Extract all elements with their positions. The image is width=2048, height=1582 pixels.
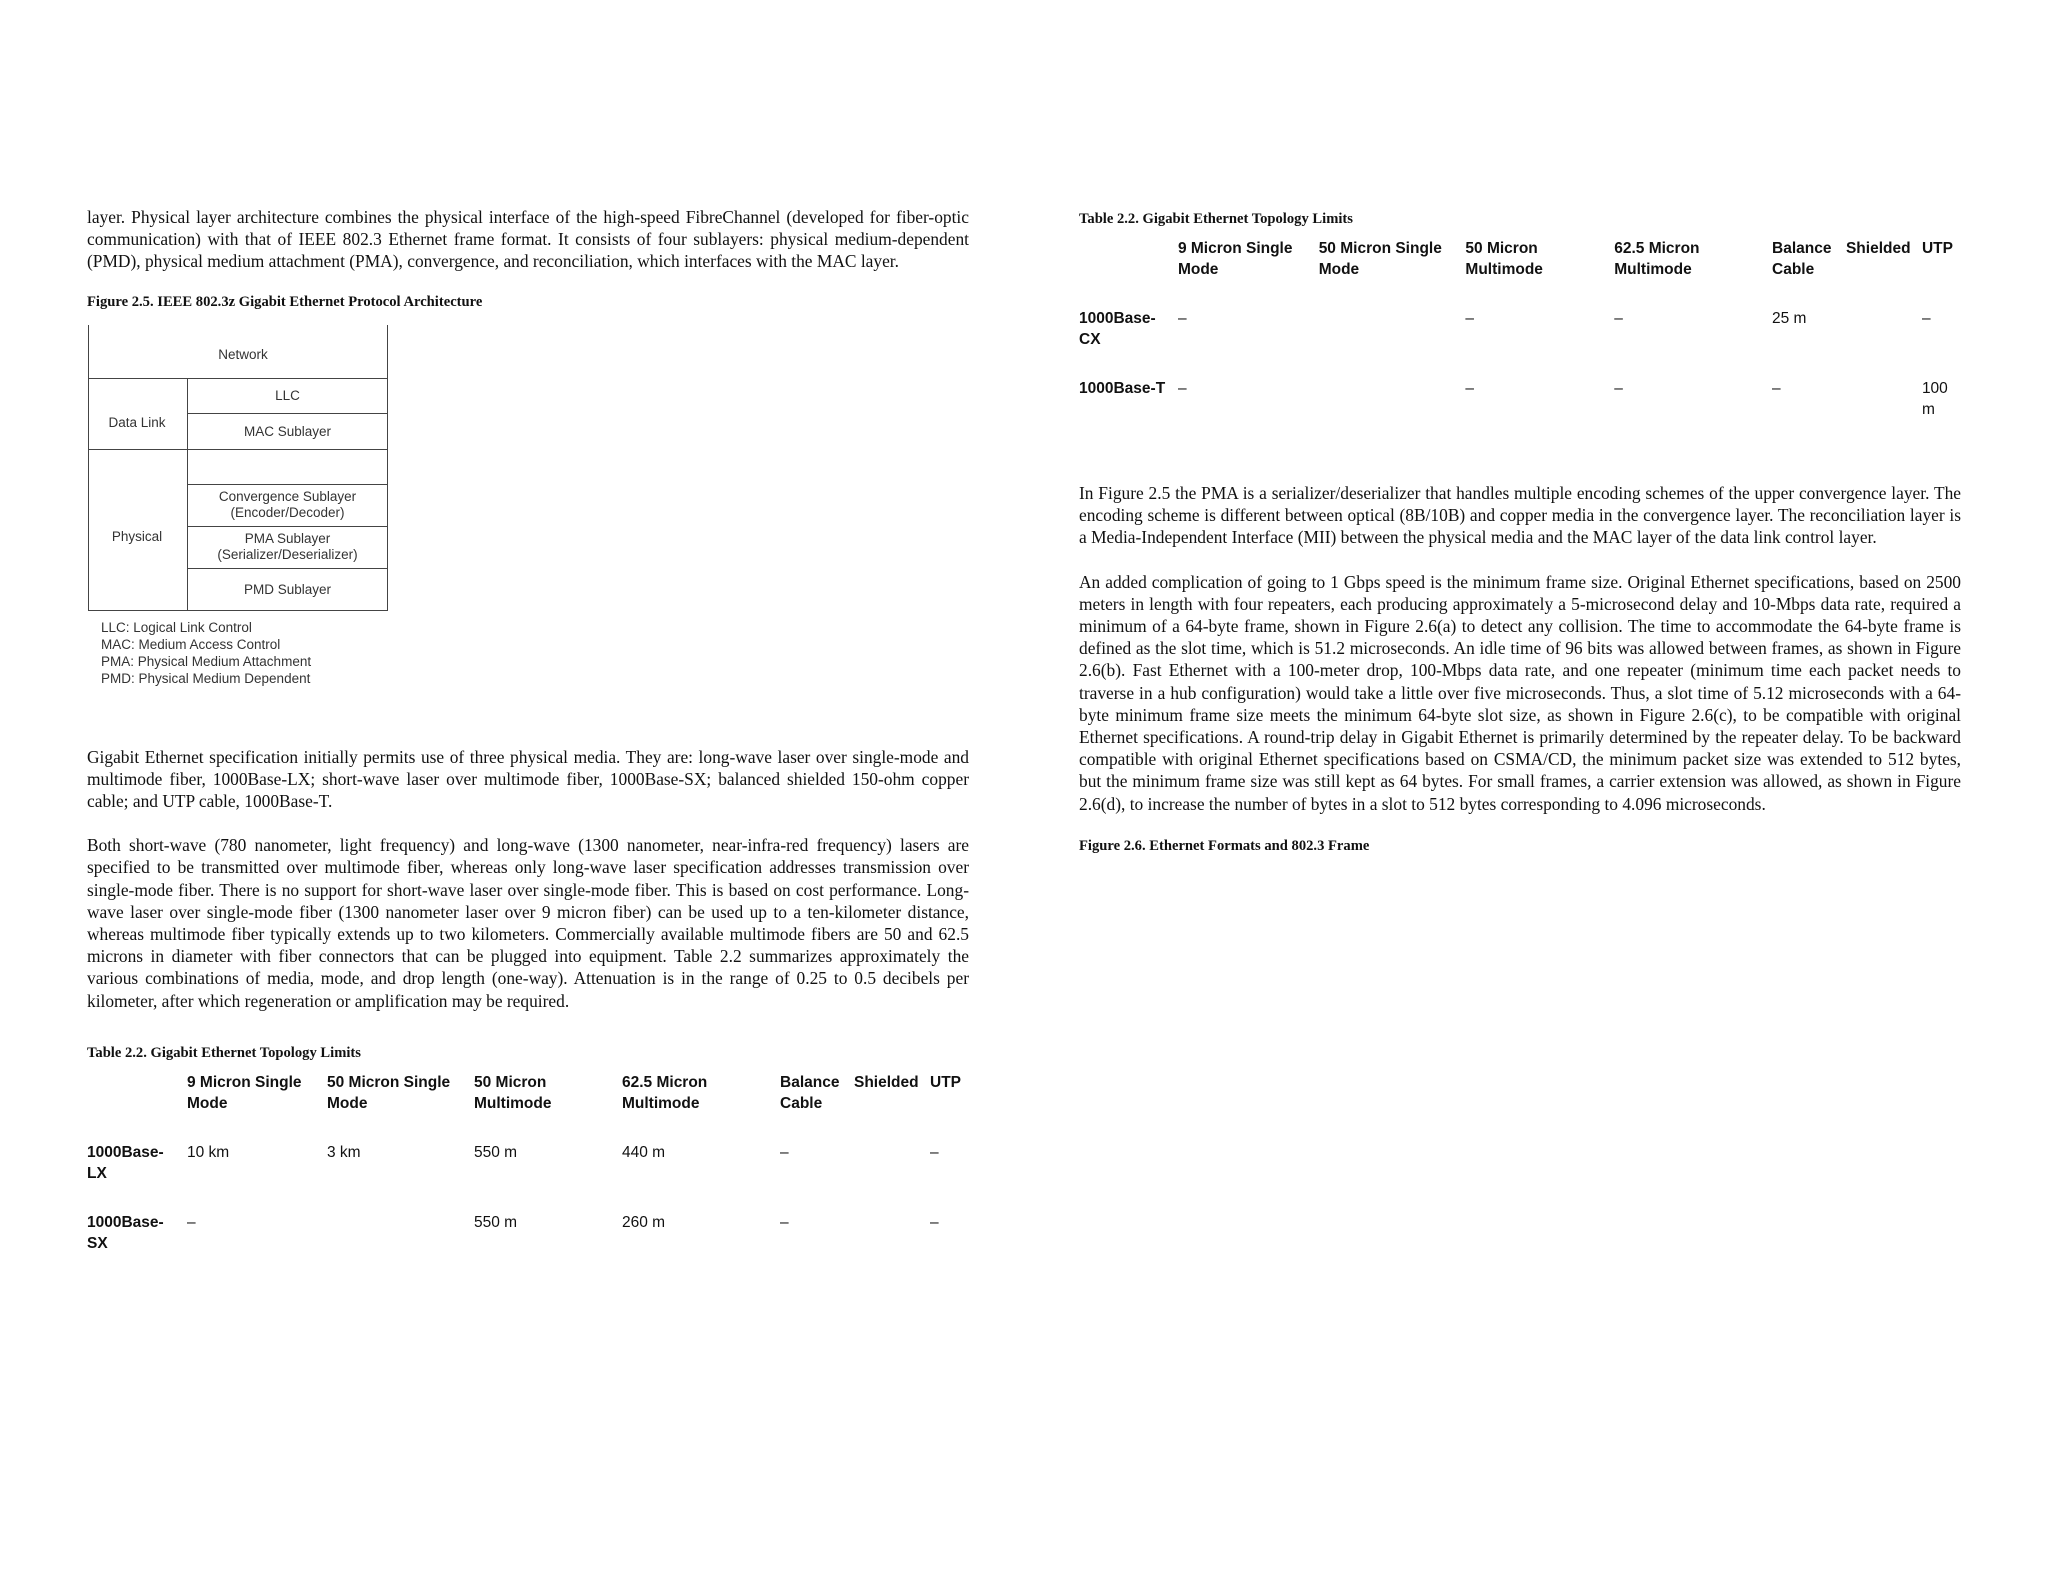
table-header-cell: 50 Micron Single Mode xyxy=(327,1073,451,1112)
topology-limits-table xyxy=(87,1072,967,1254)
table-cell xyxy=(327,1212,474,1254)
table-cell: 100 m xyxy=(1921,380,1948,418)
legend-item: PMA: Physical Medium Attachment xyxy=(101,653,312,669)
table-row-label: 1000Base-CX xyxy=(1079,310,1156,348)
table-2-2-caption: Table 2.2. Gigabit Ethernet Topology Limits xyxy=(87,1044,361,1061)
table-spacer-row xyxy=(87,1114,967,1142)
figure-2-5-caption: Figure 2.5. IEEE 802.3z Gigabit Ethernet Protocol Architecture xyxy=(87,293,483,310)
pma-paragraph: In Figure 2.5 the PMA is a serializer/deserializer that handles multiple encoding schemes of the upper convergence layer. The encoding scheme is different between optical (8B/10B) and copper media in the convergence layer. The reconciliation layer is a Media-Independent Interface (MII) between the physical media and the MAC layer of the data link control layer. xyxy=(1079,483,1961,548)
convergence-sublayer-box xyxy=(187,484,388,527)
table-cell: – xyxy=(930,1143,939,1161)
table-cell: 550 m xyxy=(474,1213,518,1231)
table-header-row xyxy=(1079,238,1959,280)
reconciliation-box xyxy=(187,449,388,485)
table-cell xyxy=(1319,378,1466,420)
media-paragraph: Gigabit Ethernet specification initially permits use of three physical media. They are: long-wave laser over single-mode and multimode fiber, 1000Base-LX; short-wave laser over multimode fiber, 1000Base-SX; balanced shielded 150-ohm copper cable; and UTP cable, 1000Base-T. xyxy=(87,746,969,812)
table-header-cell: UTP xyxy=(930,1073,961,1091)
mac-sublayer-label: MAC Sublayer xyxy=(243,423,332,439)
table-cell: 440 m xyxy=(622,1143,666,1161)
physical-label: Physical xyxy=(111,528,163,544)
table-header-cell: Shielded xyxy=(1845,240,1911,257)
serializer-label: (Serializer/Deserializer) xyxy=(217,547,358,563)
pmd-label: PMD Sublayer xyxy=(243,581,332,597)
table-spacer-row xyxy=(1079,350,1959,378)
table-cell: – xyxy=(780,1143,789,1161)
table-cell xyxy=(854,1212,930,1254)
mac-sublayer-box xyxy=(187,413,388,450)
table-row xyxy=(1079,378,1959,420)
table-header-row xyxy=(87,1072,967,1114)
table-cell xyxy=(1846,378,1922,420)
table-row xyxy=(1079,308,1959,350)
table-cell: 550 m xyxy=(474,1143,518,1161)
llc-label: LLC xyxy=(275,388,300,404)
table-cell: – xyxy=(1772,380,1781,397)
table-cell xyxy=(1319,308,1466,350)
table-row-label: 1000Base-LX xyxy=(87,1143,164,1182)
pma-sublayer-box xyxy=(187,526,388,569)
topology-limits-table xyxy=(1079,238,1959,420)
table-row-label: 1000Base-T xyxy=(1079,380,1166,397)
table-cell: 260 m xyxy=(622,1213,666,1231)
table-cell: – xyxy=(1465,310,1475,327)
table-cell: – xyxy=(1921,310,1931,327)
lasers-paragraph: Both short-wave (780 nanometer, light frequency) and long-wave (1300 nanometer, near-infra-red frequency) lasers are specified to be transmitted over multimode fiber, whereas only long-wave laser specification addresses transmission over single-mode fiber. There is no support for short-wave laser over single-mode fiber. This is based on cost performance. Long-wave laser over single-mode fiber (1300 nanometer laser over 9 micron fiber) can be used up to a ten-kilometer distance, whereas multimode fiber typically extends up to two kilometers. Commercially available multimode fibers are 50 and 62.5 microns in diameter with fiber connectors that can be plugged into equipment. Table 2.2 summarizes approximately the various combinations of media, mode, and drop length (one-way). Attenuation is in the range of 0.25 to 0.5 decibels per kilometer, after which regeneration or amplification may be required. xyxy=(87,835,969,1011)
right-column xyxy=(1079,210,1961,855)
table-row xyxy=(87,1142,967,1184)
table-header-cell: Shielded xyxy=(854,1073,919,1091)
table-cell: – xyxy=(187,1213,196,1231)
pmd-sublayer-box xyxy=(187,568,388,611)
table-cell: – xyxy=(1614,310,1623,327)
table-header-cell xyxy=(87,1072,187,1114)
table-header-cell xyxy=(1079,238,1178,280)
table-cell: 10 km xyxy=(187,1143,230,1161)
figure-2-6-caption: Figure 2.6. Ethernet Formats and 802.3 Frame xyxy=(1079,837,1370,854)
table-cell xyxy=(1846,308,1922,350)
table-cell: 3 km xyxy=(327,1143,361,1161)
table-cell: – xyxy=(1614,380,1623,397)
table-spacer-row xyxy=(1079,280,1959,308)
table-header-cell: 9 Micron Single Mode xyxy=(1177,240,1293,278)
table-cell: 25 m xyxy=(1772,310,1807,327)
table-header-cell: Balance Cable xyxy=(1772,240,1832,278)
diagram-legend xyxy=(101,619,969,687)
table-header-cell: Balance Cable xyxy=(780,1073,840,1112)
protocol-architecture-diagram xyxy=(88,325,388,611)
table-cell xyxy=(854,1142,930,1184)
legend-item: PMD: Physical Medium Dependent xyxy=(101,670,311,686)
data-link-label: Data Link xyxy=(108,414,166,430)
intro-paragraph: layer. Physical layer architecture combines the physical interface of the high-speed FibreChannel (developed for fiber-optic communication) with that of IEEE 802.3 Ethernet frame format. It consists of four sublayers: physical medium-dependent (PMD), physical medium attachment (PMA), convergence, and reconciliation, which interfaces with the MAC layer. xyxy=(87,207,969,272)
left-column xyxy=(87,206,969,1254)
legend-item: MAC: Medium Access Control xyxy=(101,636,281,652)
convergence-label: Convergence Sublayer xyxy=(218,489,357,505)
table-header-cell: UTP xyxy=(1921,240,1953,257)
table-header-cell: 50 Micron Multimode xyxy=(474,1073,552,1112)
table-row xyxy=(87,1212,967,1254)
table-spacer-row xyxy=(87,1184,967,1212)
table-cell: – xyxy=(1465,380,1475,397)
encoder-decoder-label: (Encoder/Decoder) xyxy=(230,505,345,521)
table-cell: – xyxy=(1177,310,1187,327)
network-label: Network xyxy=(218,346,268,362)
llc-box xyxy=(187,378,388,414)
table-header-cell: 50 Micron Single Mode xyxy=(1318,240,1442,278)
table-header-cell: 62.5 Micron Multimode xyxy=(622,1073,708,1112)
pma-label: PMA Sublayer xyxy=(244,531,331,547)
table-header-cell: 50 Micron Multimode xyxy=(1465,240,1543,278)
table-header-cell: 62.5 Micron Multimode xyxy=(1614,240,1700,278)
table-cell: – xyxy=(780,1213,789,1231)
table-cell: – xyxy=(1177,380,1187,397)
legend-item: LLC: Logical Link Control xyxy=(101,619,252,635)
table-cell: – xyxy=(930,1213,939,1231)
frame-size-paragraph: An added complication of going to 1 Gbps speed is the minimum frame size. Original Ethernet specifications, based on 2500 meters in length with four repeaters, each producing approximately a 5-microsecond delay and 10-Mbps data rate, required a minimum of a 64-byte frame, shown in Figure 2.6(a) to detect any collision. The time to accommodate the 64-byte frame is defined as the slot time, which is 51.2 microseconds. An idle time of 96 bits was allowed between frames, as shown in Figure 2.6(b). Fast Ethernet with a 100-meter drop, 100-Mbps data rate, and one repeater (minimum time each packet needs to traverse in a hub configuration) would take a little over five microseconds. Thus, a slot time of 5.12 microseconds with a 64-byte minimum frame size meets the minimum 64-byte slot size, as shown in Figure 2.6(c), to be compatible with original Ethernet specifications. A round-trip delay in Gigabit Ethernet is primarily determined by the repeater delay. To be backward compatible with original Ethernet specifications based on CSMA/CD, the minimum packet size was extended to 512 bytes, but the minimum frame size was still kept as 64 bytes. For small frames, a carrier extension was allowed, as shown in Figure 2.6(d), to increase the number of bytes in a slot to 512 bytes corresponding to 4.096 microseconds. xyxy=(1079,571,1961,814)
table-row-label: 1000Base-SX xyxy=(87,1213,164,1252)
table-2-2-caption: Table 2.2. Gigabit Ethernet Topology Limits xyxy=(1079,211,1353,227)
table-header-cell: 9 Micron Single Mode xyxy=(187,1073,302,1112)
